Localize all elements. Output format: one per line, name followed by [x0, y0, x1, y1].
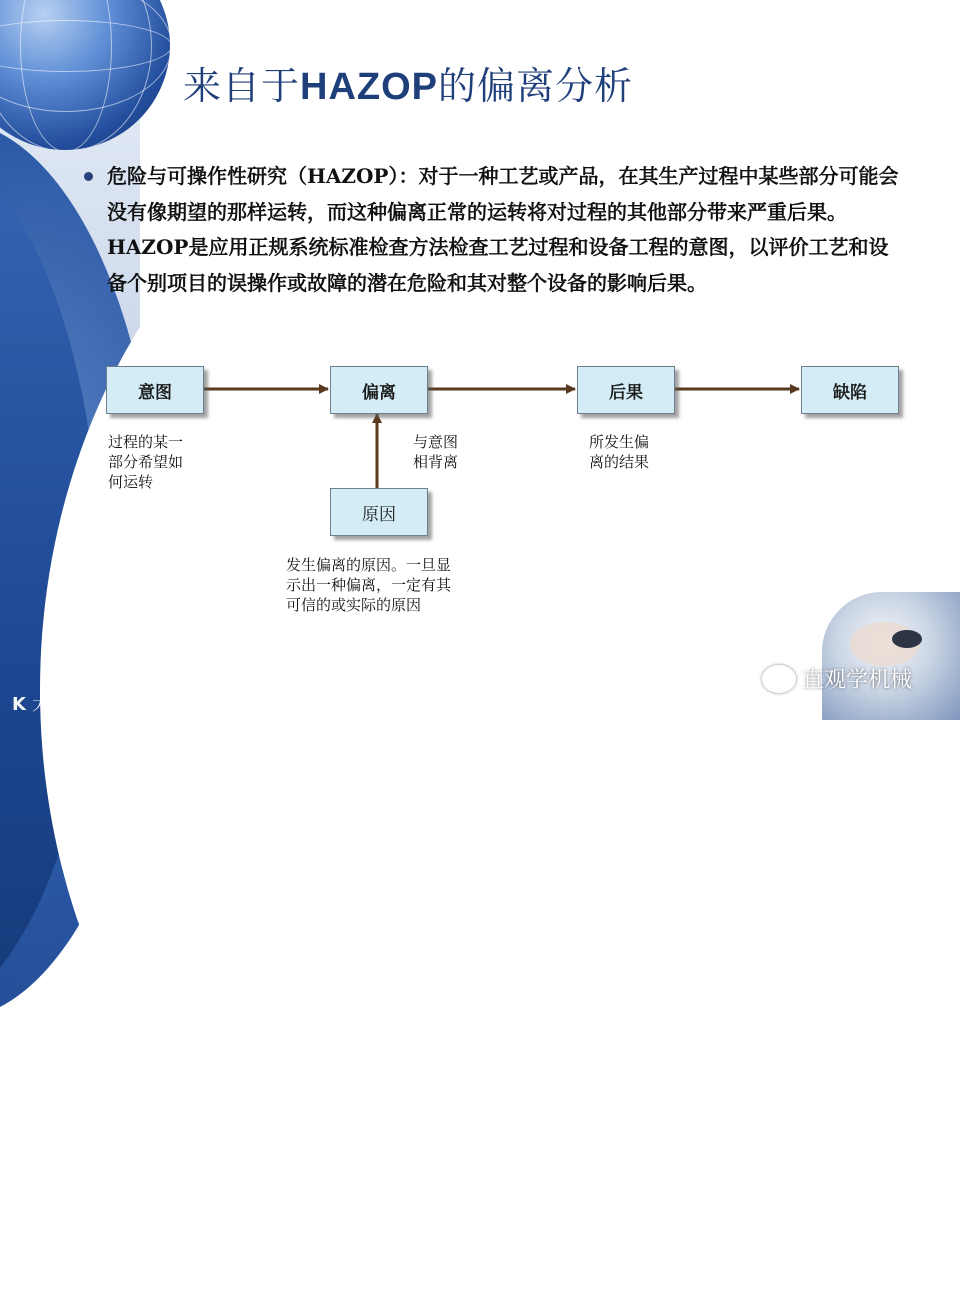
title-prefix: 来自于: [183, 64, 301, 108]
box-cause: 原因: [330, 488, 428, 536]
caption-consequence: 所发生偏 离的结果: [589, 433, 650, 471]
watermark-right: [762, 663, 912, 694]
box-consequence: 后果: [577, 366, 675, 414]
watermark-right-text: 直观学机械: [802, 668, 913, 693]
title-suffix: 的偏离分析: [438, 64, 634, 108]
box-intent: 意图: [106, 366, 204, 414]
title-hazop: HAZOP: [300, 66, 439, 108]
caption-deviation: 与意图 相背离: [413, 433, 459, 471]
watermark-left-text: 大数跨境: [31, 694, 104, 715]
hazop-description: 危险与可操作性研究（HAZOP）：对于一种工艺或产品，在其生产过程中某些部分可能会没有像期望的那样运转，而这种偏离正常的运转将对过程的其他部分带来严重后果。HAZOP是应用正规系统标准检查方法检查工艺过程和设备工程的意图，以评价工艺和设备个别项目的误操作或故障的潜在危险和其对整个设备的影响后果。: [107, 164, 899, 295]
box-deviation: 偏离: [330, 366, 428, 414]
caption-cause: 发生偏离的原因。一旦显 示出一种偏离，一定有其 可信的或实际的原因: [286, 556, 452, 614]
box-defect: 缺陷: [801, 366, 899, 414]
watermark-left: K 大数跨境: [12, 694, 104, 715]
caption-intent: 过程的某一 部分希望如 何运转: [108, 433, 184, 491]
wechat-icon: [762, 665, 796, 693]
decorative-photo: [822, 592, 960, 720]
